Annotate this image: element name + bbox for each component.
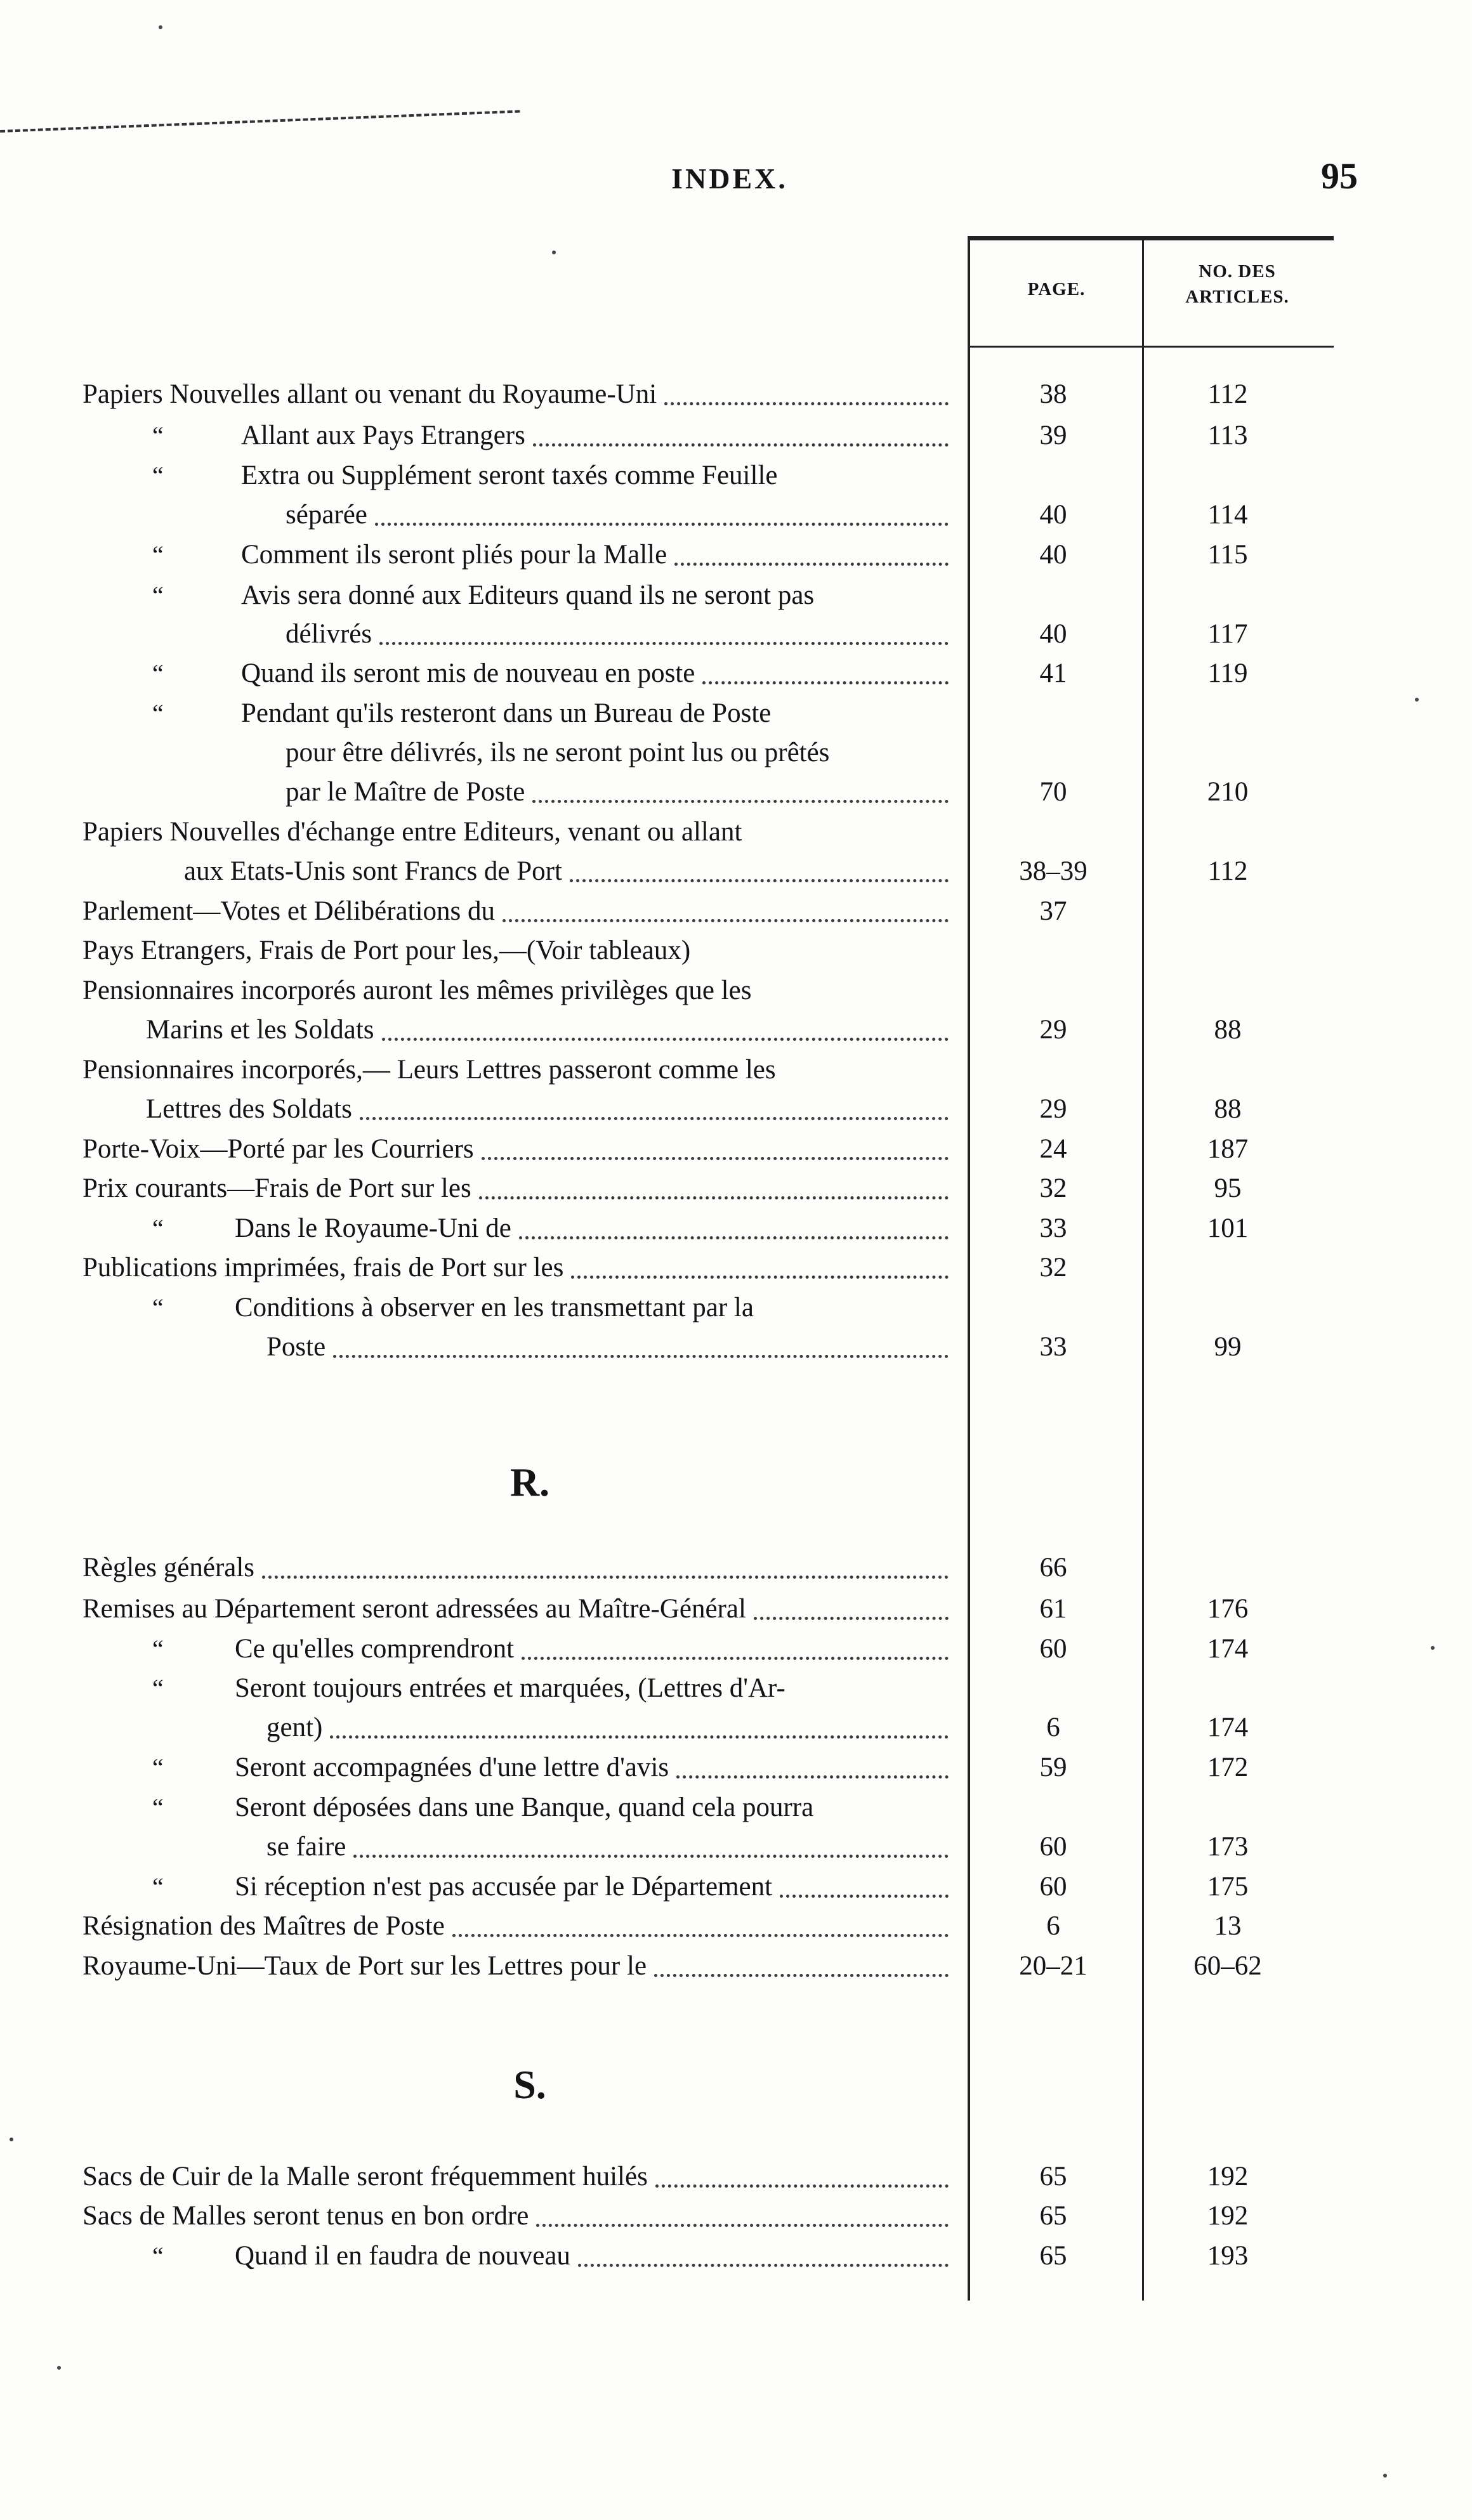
ditto-mark: “	[152, 540, 164, 569]
article-ref: 119	[1207, 658, 1248, 688]
index-entry-row	[82, 772, 1364, 813]
entry-text: Publications imprimées, frais de Port sur les	[82, 1253, 564, 1283]
index-entry-row	[82, 653, 1364, 694]
dot-leader	[330, 1735, 949, 1739]
article-ref: 13	[1214, 1911, 1242, 1941]
page-ref: 65	[1039, 2201, 1067, 2231]
dot-leader	[571, 1276, 949, 1279]
article-ref: 112	[1207, 856, 1248, 886]
running-title: INDEX.	[671, 162, 788, 195]
ditto-mark: “	[152, 421, 164, 450]
page-ref: 38	[1039, 379, 1067, 409]
article-ref: 101	[1207, 1213, 1249, 1243]
index-entry-row	[82, 614, 1364, 655]
index-entry-row	[82, 1827, 1364, 1867]
entry-text: Papiers Nouvelles allant ou venant du Royaume-Uni	[82, 379, 657, 409]
dot-leader	[664, 402, 949, 405]
dot-leader	[262, 1576, 949, 1579]
ditto-mark: “	[152, 1214, 164, 1243]
entry-text: Règles générals	[82, 1553, 255, 1583]
index-entry-row	[82, 1867, 1364, 1907]
page-ref: 32	[1039, 1173, 1067, 1203]
index-entry-row	[82, 970, 1364, 1011]
print-speck	[159, 25, 162, 29]
dot-leader	[676, 1775, 949, 1779]
index-entry-row	[82, 1747, 1364, 1788]
dot-leader	[533, 443, 949, 447]
dot-leader	[333, 1355, 949, 1358]
ditto-mark: “	[152, 1793, 164, 1822]
print-speck	[1415, 698, 1419, 702]
ditto-mark: “	[152, 2242, 164, 2270]
index-entry-row	[82, 2196, 1364, 2236]
index-entry-row	[82, 812, 1364, 852]
ditto-mark: “	[152, 1635, 164, 1663]
index-entry-row	[82, 1668, 1364, 1709]
entry-text: aux Etats-Unis sont Francs de Port	[184, 856, 562, 886]
ditto-mark: “	[152, 1293, 164, 1322]
dot-leader	[655, 2184, 949, 2188]
table-header-rule	[968, 346, 1334, 348]
index-entry-row	[82, 1089, 1364, 1130]
page-ref: 65	[1039, 2241, 1067, 2271]
print-speck	[552, 251, 556, 254]
entry-text: Allant aux Pays Etrangers	[241, 421, 525, 450]
entry-text: Comment ils seront pliés pour la Malle	[241, 540, 667, 570]
dot-leader	[570, 879, 949, 882]
index-entry-row	[82, 1548, 1364, 1588]
index-entry-row	[82, 1248, 1364, 1288]
entry-text: Papiers Nouvelles d'échange entre Editeurs, venant ou allant	[82, 817, 742, 847]
ditto-mark: “	[152, 461, 164, 490]
page-ref: 39	[1039, 421, 1067, 450]
entry-text: Lettres des Soldats	[146, 1094, 352, 1124]
page-ref: 20–21	[1019, 1951, 1088, 1981]
article-ref: 174	[1207, 1634, 1249, 1664]
dot-leader	[360, 1117, 949, 1120]
dot-leader	[503, 919, 949, 922]
page-ref: 66	[1039, 1553, 1067, 1583]
entry-text: délivrés	[286, 619, 372, 649]
article-ref: 115	[1207, 540, 1248, 570]
dot-leader	[536, 2224, 949, 2227]
page-ref: 40	[1039, 540, 1067, 570]
entry-text: Quand ils seront mis de nouveau en poste	[241, 658, 695, 688]
article-ref: 193	[1207, 2241, 1249, 2271]
entry-text: Prix courants—Frais de Port sur les	[82, 1173, 471, 1203]
entry-text: Pensionnaires incorporés,— Leurs Lettres passeront comme les	[82, 1055, 776, 1085]
index-entry-row	[82, 1906, 1364, 1947]
print-speck	[57, 2366, 61, 2370]
page-ref: 24	[1039, 1134, 1067, 1164]
page-ref: 33	[1039, 1213, 1067, 1243]
page-ref: 32	[1039, 1253, 1067, 1283]
dot-leader	[353, 1855, 949, 1858]
page-ref: 60	[1039, 1872, 1067, 1902]
entry-text: Sacs de Cuir de la Malle seront fréquemment huilés	[82, 2162, 648, 2191]
ditto-mark: “	[152, 581, 164, 610]
page-ref: 70	[1039, 777, 1067, 807]
article-ref: 210	[1207, 777, 1249, 807]
index-entry-row	[82, 2157, 1364, 2197]
index-entry-row	[82, 495, 1364, 535]
index-entry-row	[82, 930, 1364, 971]
article-ref: 88	[1214, 1094, 1242, 1124]
index-entry-row	[82, 693, 1364, 734]
entry-text: Dans le Royaume-Uni de	[235, 1213, 511, 1243]
article-ref: 99	[1214, 1332, 1242, 1362]
index-entry-row	[82, 1129, 1364, 1170]
entry-text: gent)	[266, 1713, 323, 1742]
dashed-header-rule	[0, 110, 520, 133]
ditto-mark: “	[152, 1753, 164, 1782]
entry-text: Porte-Voix—Porté par les Courriers	[82, 1134, 474, 1164]
index-entry-row	[82, 455, 1364, 496]
page-column-header: PAGE.	[1027, 279, 1086, 299]
table-top-rule	[968, 236, 1334, 240]
index-entry-row	[82, 1010, 1364, 1050]
ditto-mark: “	[152, 699, 164, 728]
entry-text: Seront accompagnées d'une lettre d'avis	[235, 1753, 669, 1782]
page-ref: 37	[1039, 896, 1067, 926]
index-entry-row	[82, 1629, 1364, 1669]
entry-text: Quand il en faudra de nouveau	[235, 2241, 570, 2271]
article-ref: 114	[1207, 500, 1248, 530]
page-ref: 29	[1039, 1015, 1067, 1045]
article-ref: 95	[1214, 1173, 1242, 1203]
index-entry-row	[82, 415, 1364, 456]
entry-text: Marins et les Soldats	[146, 1015, 374, 1045]
entry-text: par le Maître de Poste	[286, 777, 525, 807]
entry-text: Avis sera donné aux Editeurs quand ils ne seront pas	[241, 580, 815, 610]
dot-leader	[674, 563, 949, 566]
print-speck	[1383, 2474, 1387, 2478]
entry-text: Pendant qu'ils resteront dans un Bureau de Poste	[241, 698, 772, 728]
article-ref: 174	[1207, 1713, 1249, 1742]
entry-text: Parlement—Votes et Délibérations du	[82, 896, 496, 926]
article-ref: 112	[1207, 379, 1248, 409]
section-letter-r: R.	[509, 1459, 550, 1505]
article-ref: 173	[1207, 1832, 1249, 1862]
dot-leader	[780, 1895, 949, 1898]
page-ref: 65	[1039, 2162, 1067, 2191]
index-entry-row	[82, 535, 1364, 575]
entry-text: Pays Etrangers, Frais de Port pour les,—(Voir tableaux)	[82, 936, 691, 965]
index-entry-row	[82, 1208, 1364, 1249]
index-entry-row	[82, 575, 1364, 616]
article-ref: 172	[1207, 1753, 1249, 1782]
entry-text: Si réception n'est pas accusée par le Département	[235, 1872, 773, 1902]
dot-leader	[654, 1974, 949, 1977]
entry-text: Seront toujours entrées et marquées, (Lettres d'Ar-	[235, 1673, 785, 1703]
index-entry-row	[82, 1946, 1364, 1987]
dot-leader	[479, 1196, 949, 1199]
entry-text: Ce qu'elles comprendront	[235, 1634, 515, 1664]
entry-text: Résignation des Maîtres de Poste	[82, 1911, 445, 1941]
index-entry-row	[82, 851, 1364, 892]
entry-text: Seront déposées dans une Banque, quand cela pourra	[235, 1792, 814, 1822]
page-ref: 29	[1039, 1094, 1067, 1124]
page-ref: 60	[1039, 1832, 1067, 1862]
dot-leader	[519, 1236, 949, 1239]
page-ref: 40	[1039, 500, 1067, 530]
articles-header-line2: ARTICLES.	[1185, 287, 1289, 307]
articles-column-header	[1142, 259, 1332, 310]
article-ref: 175	[1207, 1872, 1249, 1902]
print-speck	[1431, 1646, 1435, 1650]
page-ref: 60	[1039, 1634, 1067, 1664]
page-ref: 40	[1039, 619, 1067, 649]
index-entry-row	[82, 733, 1364, 773]
entry-text: pour être délivrés, ils ne seront point lus ou prêtés	[286, 738, 830, 767]
index-entry-row	[82, 1787, 1364, 1828]
index-entry-row	[82, 2236, 1364, 2276]
index-entry-row	[82, 891, 1364, 932]
articles-header-line1: NO. DES	[1199, 261, 1276, 282]
print-speck	[10, 2138, 13, 2141]
page-ref: 6	[1046, 1911, 1060, 1941]
entry-text: Conditions à observer en les transmettant par la	[235, 1293, 754, 1322]
index-entry-row	[82, 1707, 1364, 1748]
dot-leader	[578, 2264, 949, 2267]
entry-text: Remises au Département seront adressées au Maître-Général	[82, 1594, 746, 1624]
page-ref: 38–39	[1019, 856, 1088, 886]
article-ref: 192	[1207, 2162, 1249, 2191]
article-ref: 88	[1214, 1015, 1242, 1045]
dot-leader	[379, 642, 949, 645]
article-ref: 117	[1207, 619, 1248, 649]
entry-text: séparée	[286, 500, 367, 530]
article-ref: 187	[1207, 1134, 1249, 1164]
entry-text: Sacs de Malles seront tenus en bon ordre	[82, 2201, 529, 2231]
ditto-mark: “	[152, 1872, 164, 1901]
page-number: 95	[1321, 155, 1358, 197]
entry-text: Pensionnaires incorporés auront les mêmes privilèges que les	[82, 976, 752, 1005]
dot-leader	[702, 681, 949, 684]
dot-leader	[382, 1038, 949, 1041]
page-ref: 41	[1039, 658, 1067, 688]
ditto-mark: “	[152, 659, 164, 688]
page-ref: 6	[1046, 1713, 1060, 1742]
dot-leader	[522, 1657, 949, 1660]
index-entry-row	[82, 1327, 1364, 1368]
index-entry-row	[82, 1288, 1364, 1328]
index-entry-row	[82, 1050, 1364, 1090]
ditto-mark: “	[152, 1674, 164, 1702]
entry-text: Poste	[266, 1332, 326, 1362]
dot-leader	[375, 523, 949, 526]
index-entry-row	[82, 1589, 1364, 1629]
entry-text: Royaume-Uni—Taux de Port sur les Lettres pour le	[82, 1951, 647, 1981]
dot-leader	[754, 1617, 949, 1620]
index-entry-row	[82, 374, 1364, 415]
entry-text: Extra ou Supplément seront taxés comme Feuille	[241, 460, 778, 490]
article-ref: 60–62	[1193, 1951, 1262, 1981]
article-ref: 192	[1207, 2201, 1249, 2231]
page-ref: 61	[1039, 1594, 1067, 1624]
index-entry-row	[82, 1168, 1364, 1209]
page-ref: 59	[1039, 1753, 1067, 1782]
dot-leader	[532, 800, 949, 803]
article-ref: 176	[1207, 1594, 1249, 1624]
dot-leader	[482, 1157, 949, 1160]
entry-text: se faire	[266, 1832, 346, 1862]
page-ref: 33	[1039, 1332, 1067, 1362]
article-ref: 113	[1207, 421, 1248, 450]
section-letter-s: S.	[513, 2062, 546, 2107]
dot-leader	[452, 1934, 949, 1937]
